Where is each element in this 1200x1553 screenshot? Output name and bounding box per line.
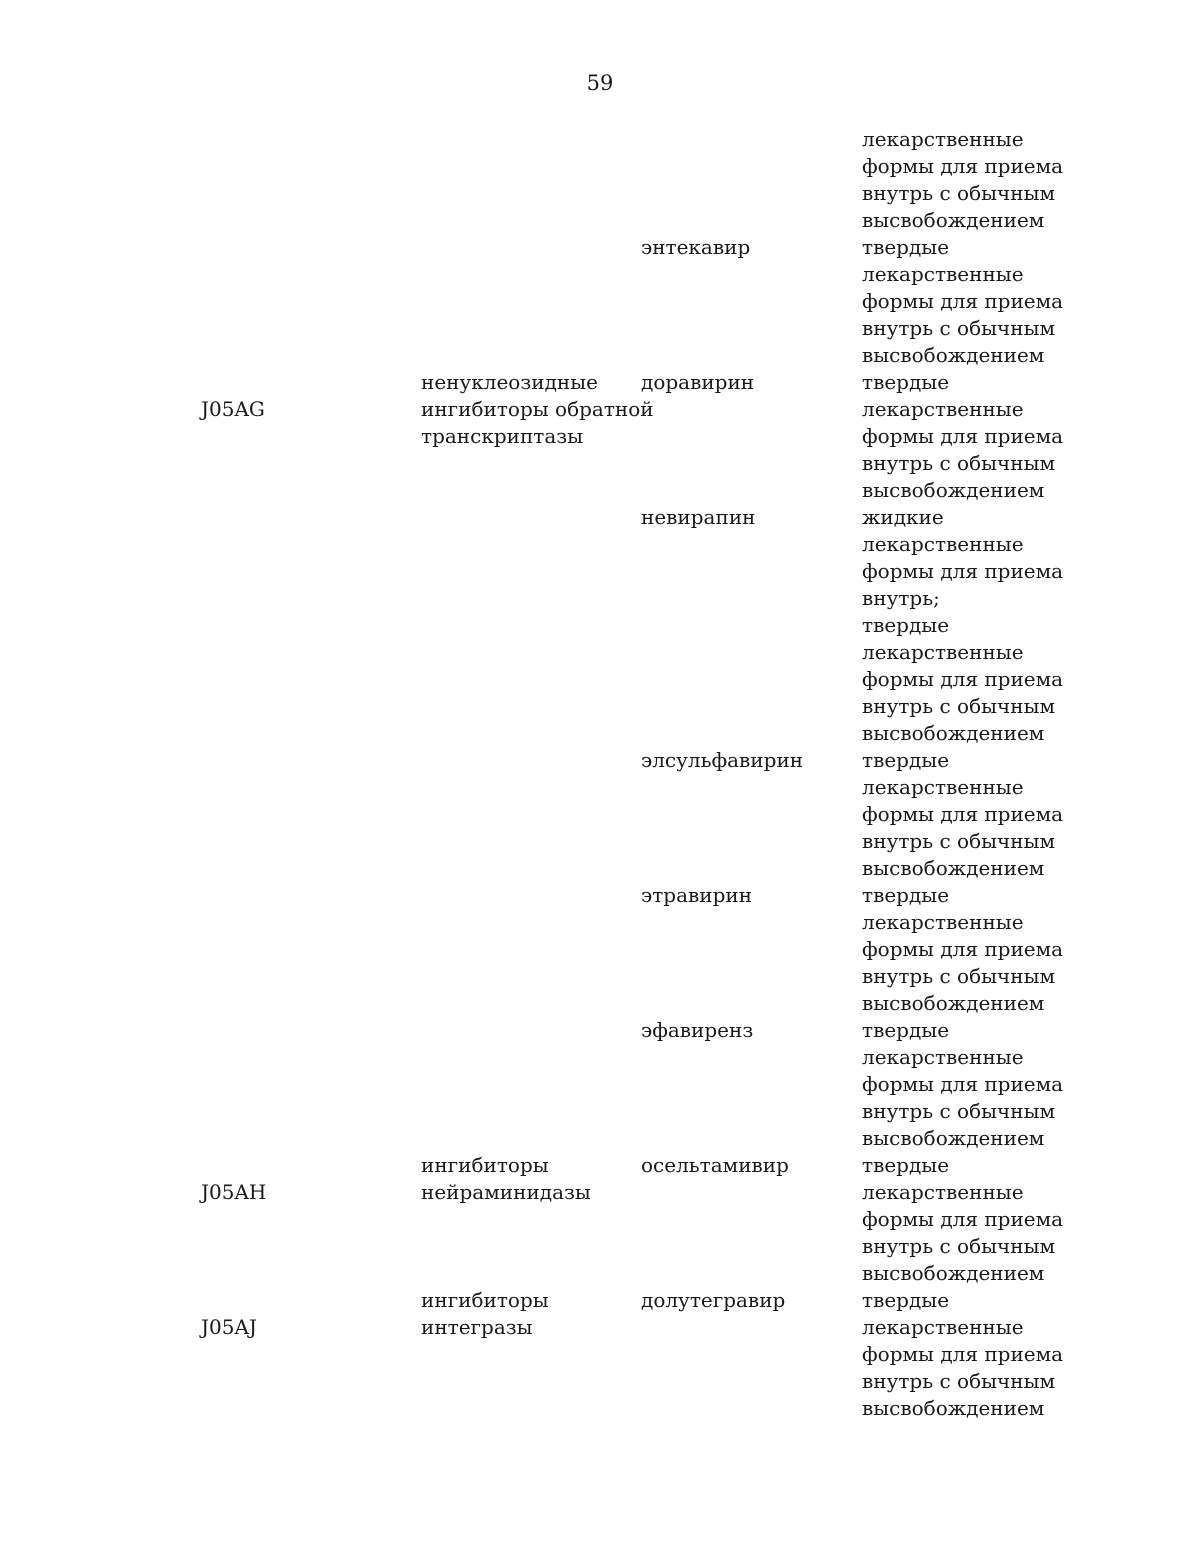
- dosage-form-text: формы для приема: [862, 289, 1064, 313]
- dosage-form-text: формы для приема: [862, 424, 1064, 448]
- dosage-form-text: внутрь с обычным: [862, 1099, 1056, 1123]
- dosage-form-text: высвобождением: [862, 721, 1045, 745]
- dosage-form-text: внутрь с обычным: [862, 316, 1056, 340]
- dosage-form-text: твердые: [862, 1018, 950, 1042]
- dosage-form-text: лекарственные: [862, 1180, 1024, 1204]
- drug-name: осельтамивир: [641, 1153, 789, 1177]
- dosage-form-text: высвобождением: [862, 208, 1045, 232]
- dosage-form-text: лекарственные: [862, 397, 1024, 421]
- dosage-form-text: высвобождением: [862, 343, 1045, 367]
- dosage-form-text: внутрь с обычным: [862, 181, 1056, 205]
- atc-code: J05AH: [201, 1180, 267, 1204]
- pharmacological-group: интегразы: [421, 1315, 533, 1339]
- pharmacological-group: ненуклеозидные: [421, 370, 598, 394]
- dosage-form-text: высвобождением: [862, 1126, 1045, 1150]
- dosage-form-text: формы для приема: [862, 559, 1064, 583]
- dosage-form-text: высвобождением: [862, 1396, 1045, 1420]
- drug-name: доравирин: [641, 370, 755, 394]
- dosage-form-text: лекарственные: [862, 1045, 1024, 1069]
- dosage-form-text: внутрь с обычным: [862, 1369, 1056, 1393]
- drug-name: этравирин: [641, 883, 753, 907]
- dosage-form-text: твердые: [862, 1288, 950, 1312]
- dosage-form-text: твердые: [862, 748, 950, 772]
- dosage-form-text: лекарственные: [862, 775, 1024, 799]
- dosage-form-text: лекарственные: [862, 1315, 1024, 1339]
- dosage-form-text: твердые: [862, 235, 950, 259]
- dosage-form-text: формы для приема: [862, 937, 1064, 961]
- dosage-form-text: внутрь с обычным: [862, 964, 1056, 988]
- dosage-form-text: высвобождением: [862, 856, 1045, 880]
- dosage-form-text: внутрь с обычным: [862, 451, 1056, 475]
- dosage-form-text: формы для приема: [862, 1342, 1064, 1366]
- dosage-form-text: формы для приема: [862, 802, 1064, 826]
- dosage-form-text: внутрь с обычным: [862, 694, 1056, 718]
- dosage-form-text: высвобождением: [862, 1261, 1045, 1285]
- dosage-form-text: формы для приема: [862, 667, 1064, 691]
- dosage-form-text: жидкие: [862, 505, 944, 529]
- dosage-form-text: твердые: [862, 883, 950, 907]
- drug-name: энтекавир: [641, 235, 751, 259]
- dosage-form-text: лекарственные: [862, 640, 1024, 664]
- dosage-form-text: внутрь;: [862, 586, 940, 610]
- dosage-form-text: лекарственные: [862, 532, 1024, 556]
- dosage-form-text: лекарственные: [862, 262, 1024, 286]
- dosage-form-text: лекарственные: [862, 910, 1024, 934]
- drug-name: невирапин: [641, 505, 756, 529]
- dosage-form-text: внутрь с обычным: [862, 829, 1056, 853]
- dosage-form-text: формы для приема: [862, 154, 1064, 178]
- dosage-form-text: формы для приема: [862, 1207, 1064, 1231]
- drug-name: элсульфавирин: [641, 748, 804, 772]
- dosage-form-text: лекарственные: [862, 127, 1024, 151]
- dosage-form-text: твердые: [862, 1153, 950, 1177]
- dosage-form-text: твердые: [862, 370, 950, 394]
- pharmacological-group: ингибиторы обратной: [421, 397, 654, 421]
- drug-name: эфавиренз: [641, 1018, 754, 1042]
- dosage-form-text: формы для приема: [862, 1072, 1064, 1096]
- dosage-form-text: внутрь с обычным: [862, 1234, 1056, 1258]
- pharmacological-group: транскриптазы: [421, 424, 584, 448]
- pharmacological-group: ингибиторы: [421, 1288, 549, 1312]
- dosage-form-text: высвобождением: [862, 478, 1045, 502]
- dosage-form-text: высвобождением: [862, 991, 1045, 1015]
- page-number: 59: [586, 71, 614, 95]
- pharmacological-group: нейраминидазы: [421, 1180, 591, 1204]
- dosage-form-text: твердые: [862, 613, 950, 637]
- atc-code: J05AJ: [201, 1315, 257, 1339]
- drug-name: долутегравир: [641, 1288, 786, 1312]
- pharmacological-group: ингибиторы: [421, 1153, 549, 1177]
- atc-code: J05AG: [201, 397, 265, 421]
